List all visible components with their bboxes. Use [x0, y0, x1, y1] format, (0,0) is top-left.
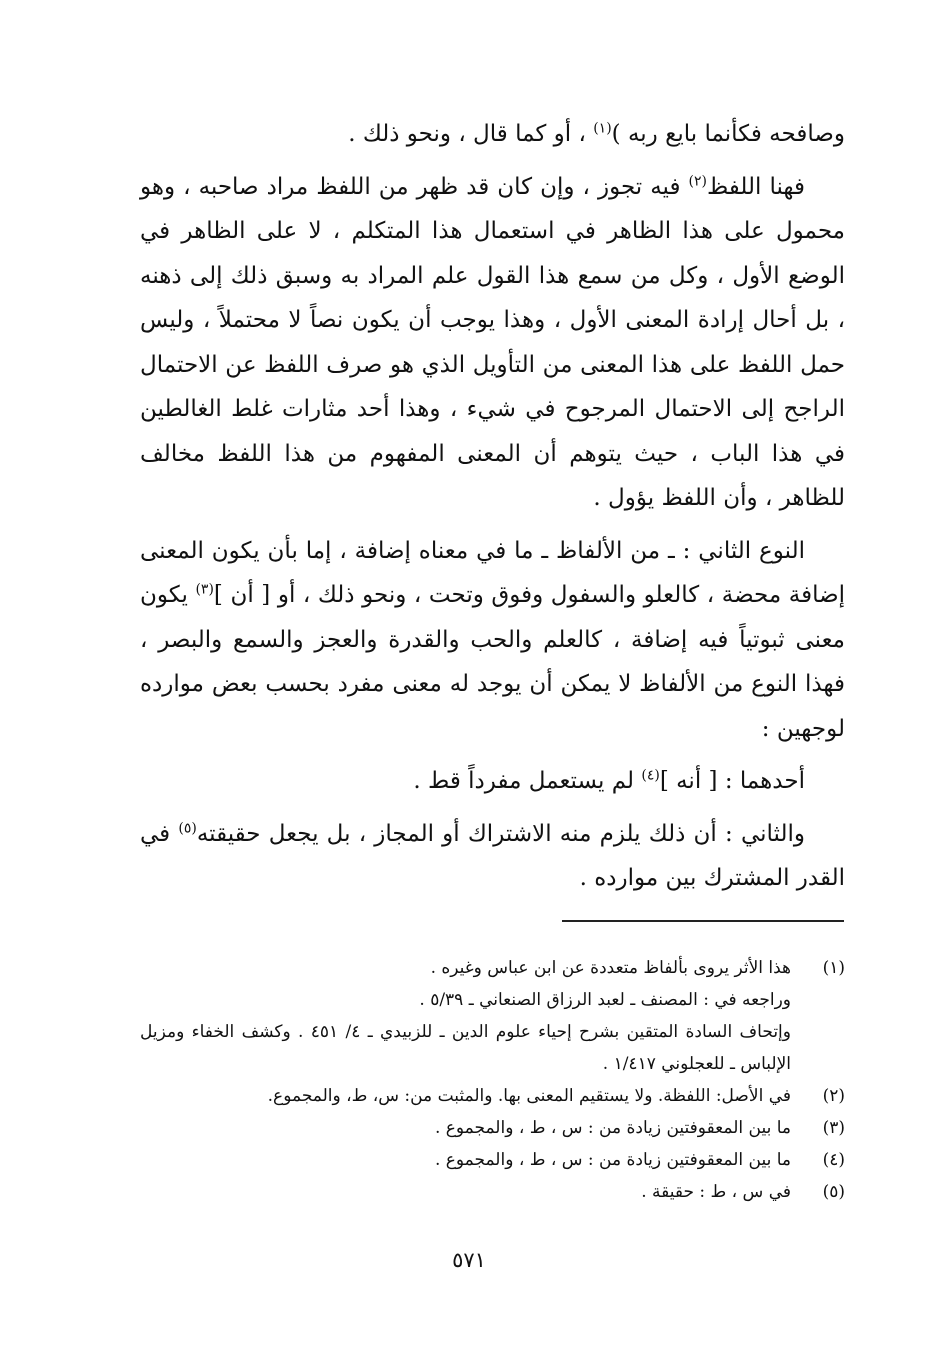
page-number: ٥٧١ [452, 1248, 486, 1272]
footnote-5 [140, 1176, 845, 1208]
footnote-line: في س ، ط : حقيقة . [641, 1182, 791, 1202]
footnote-line: في الأصل: اللفظة. ولا يستقيم المعنى بها. والمثبت من: س، ط، والمجموع. [267, 1086, 791, 1106]
footnote-number: (٢) [822, 1086, 845, 1106]
footnote-1 [140, 952, 845, 1080]
paragraph-4 [140, 759, 845, 804]
footnote-line: وإتحاف السادة المتقين بشرح إحياء علوم الدين ـ للزبيدي ـ ٤/ ٤٥١ . وكشف الخفاء ومزيل الإلباس ـ للعجلوني ١/٤١٧ . [140, 1022, 791, 1074]
paragraph-2-start: فهنا اللفظ [706, 173, 806, 200]
footnote-ref-4: (٤) [641, 767, 660, 784]
footnotes [140, 952, 845, 1208]
paragraph-3-rest: يكون معنى ثبوتياً فيه إضافة ، كالعلم والحب والقدرة والعجز والسمع والبصر ، فهذا النوع من الألفاظ لا يمكن أن يوجد له معنى مفرد بحسب بعض موارده لوجهين : [140, 582, 845, 742]
footnote-body [140, 952, 791, 1080]
footnote-body [140, 1144, 791, 1176]
footnote-line: ما بين المعقوفتين زيادة من : س ، ط ، والمجموع . [434, 1118, 791, 1138]
footnote-body [140, 1112, 791, 1144]
paragraph-5-start: والثاني : أن ذلك يلزم منه الاشتراك أو المجاز ، بل يجعل حقيقته [196, 820, 805, 847]
footnote-ref-2: (٢) [688, 172, 707, 189]
footnote-number: (٥) [822, 1182, 845, 1202]
paragraph-4-rest: لم يستعمل مفرداً قط . [413, 768, 642, 794]
main-text [140, 112, 845, 901]
footnote-body [140, 1176, 791, 1208]
footnote-number: (٣) [822, 1118, 845, 1138]
footnote-separator [562, 920, 844, 922]
paragraph-3 [140, 529, 845, 752]
footnote-4 [140, 1144, 845, 1176]
paragraph-5 [140, 812, 845, 901]
paragraph-3-start: النوع الثاني : ـ من الألفاظ ـ ما في معناه إضافة ، إما بأن يكون المعنى إضافة محضة ، كالعلو والسفول وفوق وتحت ، ونحو ذلك ، أو [ أن ] [140, 537, 846, 608]
footnote-line: وراجعه في : المصنف ـ لعبد الرزاق الصنعاني ـ ٥/٣٩ . [419, 990, 791, 1010]
footnote-number: (١) [822, 958, 845, 978]
paragraph-2-rest: فيه تجوز ، وإن كان قد ظهر من اللفظ مراد صاحبه ، وهو محمول على هذا الظاهر في استعمال هذا المتكلم ، لا على الظاهر في الوضع الأول ، وكل من سمع هذا القول علم المراد به وسبق ذلك إلى ذهنه ، بل أحال إرادة المعنى الأول ، وهذا يوجب أن يكون نصاً لا محتملاً ، وليس حمل اللفظ على هذا المعنى من التأويل الذي هو صرف اللفظ عن الاحتمال الراجح إلى الاحتمال المرجوح في شيء ، وهذا أحد مثارات غلط الغالطين في هذا الباب ، حيث يتوهم أن المعنى المفهوم من هذا اللفظ مخالف للظاهر ، وأن اللفظ يؤول . [140, 173, 845, 511]
footnote-ref-5: (٥) [178, 819, 197, 836]
footnote-ref-3: (٣) [195, 581, 214, 598]
footnote-ref-1: (١) [593, 120, 612, 137]
paragraph-2 [140, 165, 845, 521]
paragraph-1-text: وصافحه فكأنما بايع ربه ) [611, 121, 845, 147]
paragraph-1 [140, 112, 845, 157]
paragraph-4-start: أحدهما : [ أنه ] [659, 768, 805, 794]
footnote-line: هذا الأثر يروى بألفاظ متعددة عن ابن عباس وغيره . [430, 958, 791, 978]
paragraph-1-text-end: ، أو كما قال ، ونحو ذلك . [348, 121, 594, 147]
footnote-body [140, 1080, 791, 1112]
paragraph-5-rest: في القدر المشترك بين موارده . [140, 820, 845, 891]
footnote-number: (٤) [822, 1150, 845, 1170]
footnote-3 [140, 1112, 845, 1144]
footnote-line: ما بين المعقوفتين زيادة من : س ، ط ، والمجموع . [434, 1150, 791, 1170]
footnote-2 [140, 1080, 845, 1112]
